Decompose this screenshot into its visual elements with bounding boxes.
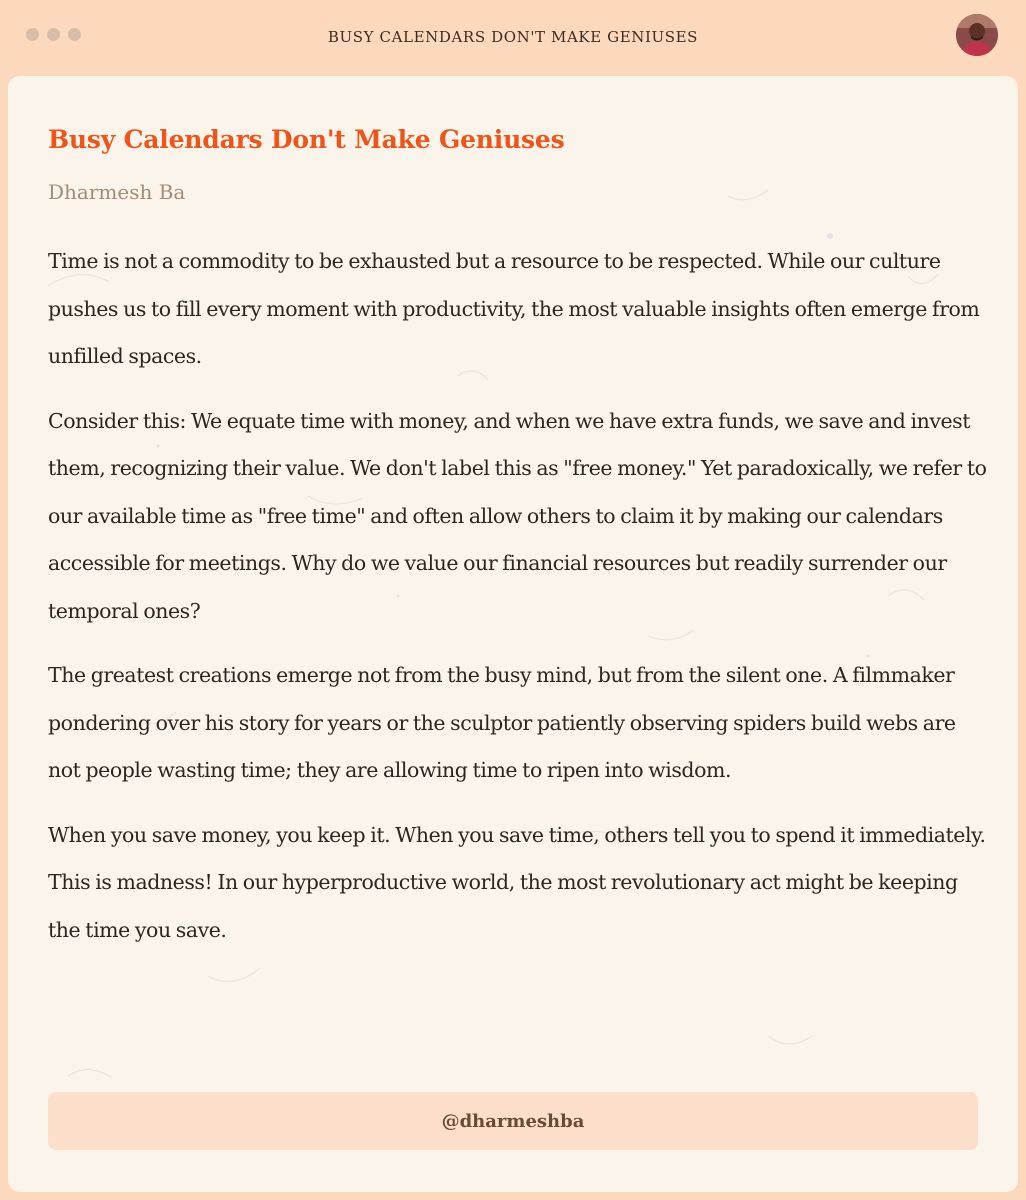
post-card <box>8 76 1018 1192</box>
body-paragraph: Time is not a commodity to be exhausted but a resource to be respected. While our culture pushes us to fill every moment with productivity, the most valuable insights often emerge from unfilled spaces. <box>48 249 980 368</box>
post-body <box>48 238 988 954</box>
body-paragraph: Consider this: We equate time with money, and when we have extra funds, we save and invest them, recognizing their value. We don't label this as "free money." Yet paradoxically, we refer to our available time as "free time" and often allow others to claim it by making our calendars accessible for meetings. Why do we value our financial resources but readily surrender our temporal ones? <box>48 408 987 623</box>
author-handle-footer[interactable] <box>48 1092 978 1150</box>
post-content <box>48 124 988 971</box>
body-paragraph: When you save money, you keep it. When you save time, others tell you to spend it immediately. This is madness! In our hyperproductive world, the most revolutionary act might be keeping the time you save. <box>48 822 986 942</box>
window-titlebar <box>0 0 1026 76</box>
body-paragraph: The greatest creations emerge not from the busy mind, but from the silent one. A filmmaker pondering over his story for years or the sculptor patiently observing spiders build webs are not people wasting time; they are allowing time to ripen into wisdom. <box>48 663 956 782</box>
post-title: Busy Calendars Don't Make Geniuses <box>48 125 565 154</box>
window-title: BUSY CALENDARS DON'T MAKE GENIUSES <box>327 28 699 46</box>
user-avatar-icon[interactable] <box>956 14 998 56</box>
post-author[interactable]: Dharmesh Ba <box>48 180 186 204</box>
author-handle[interactable]: @dharmeshba <box>441 1110 585 1132</box>
